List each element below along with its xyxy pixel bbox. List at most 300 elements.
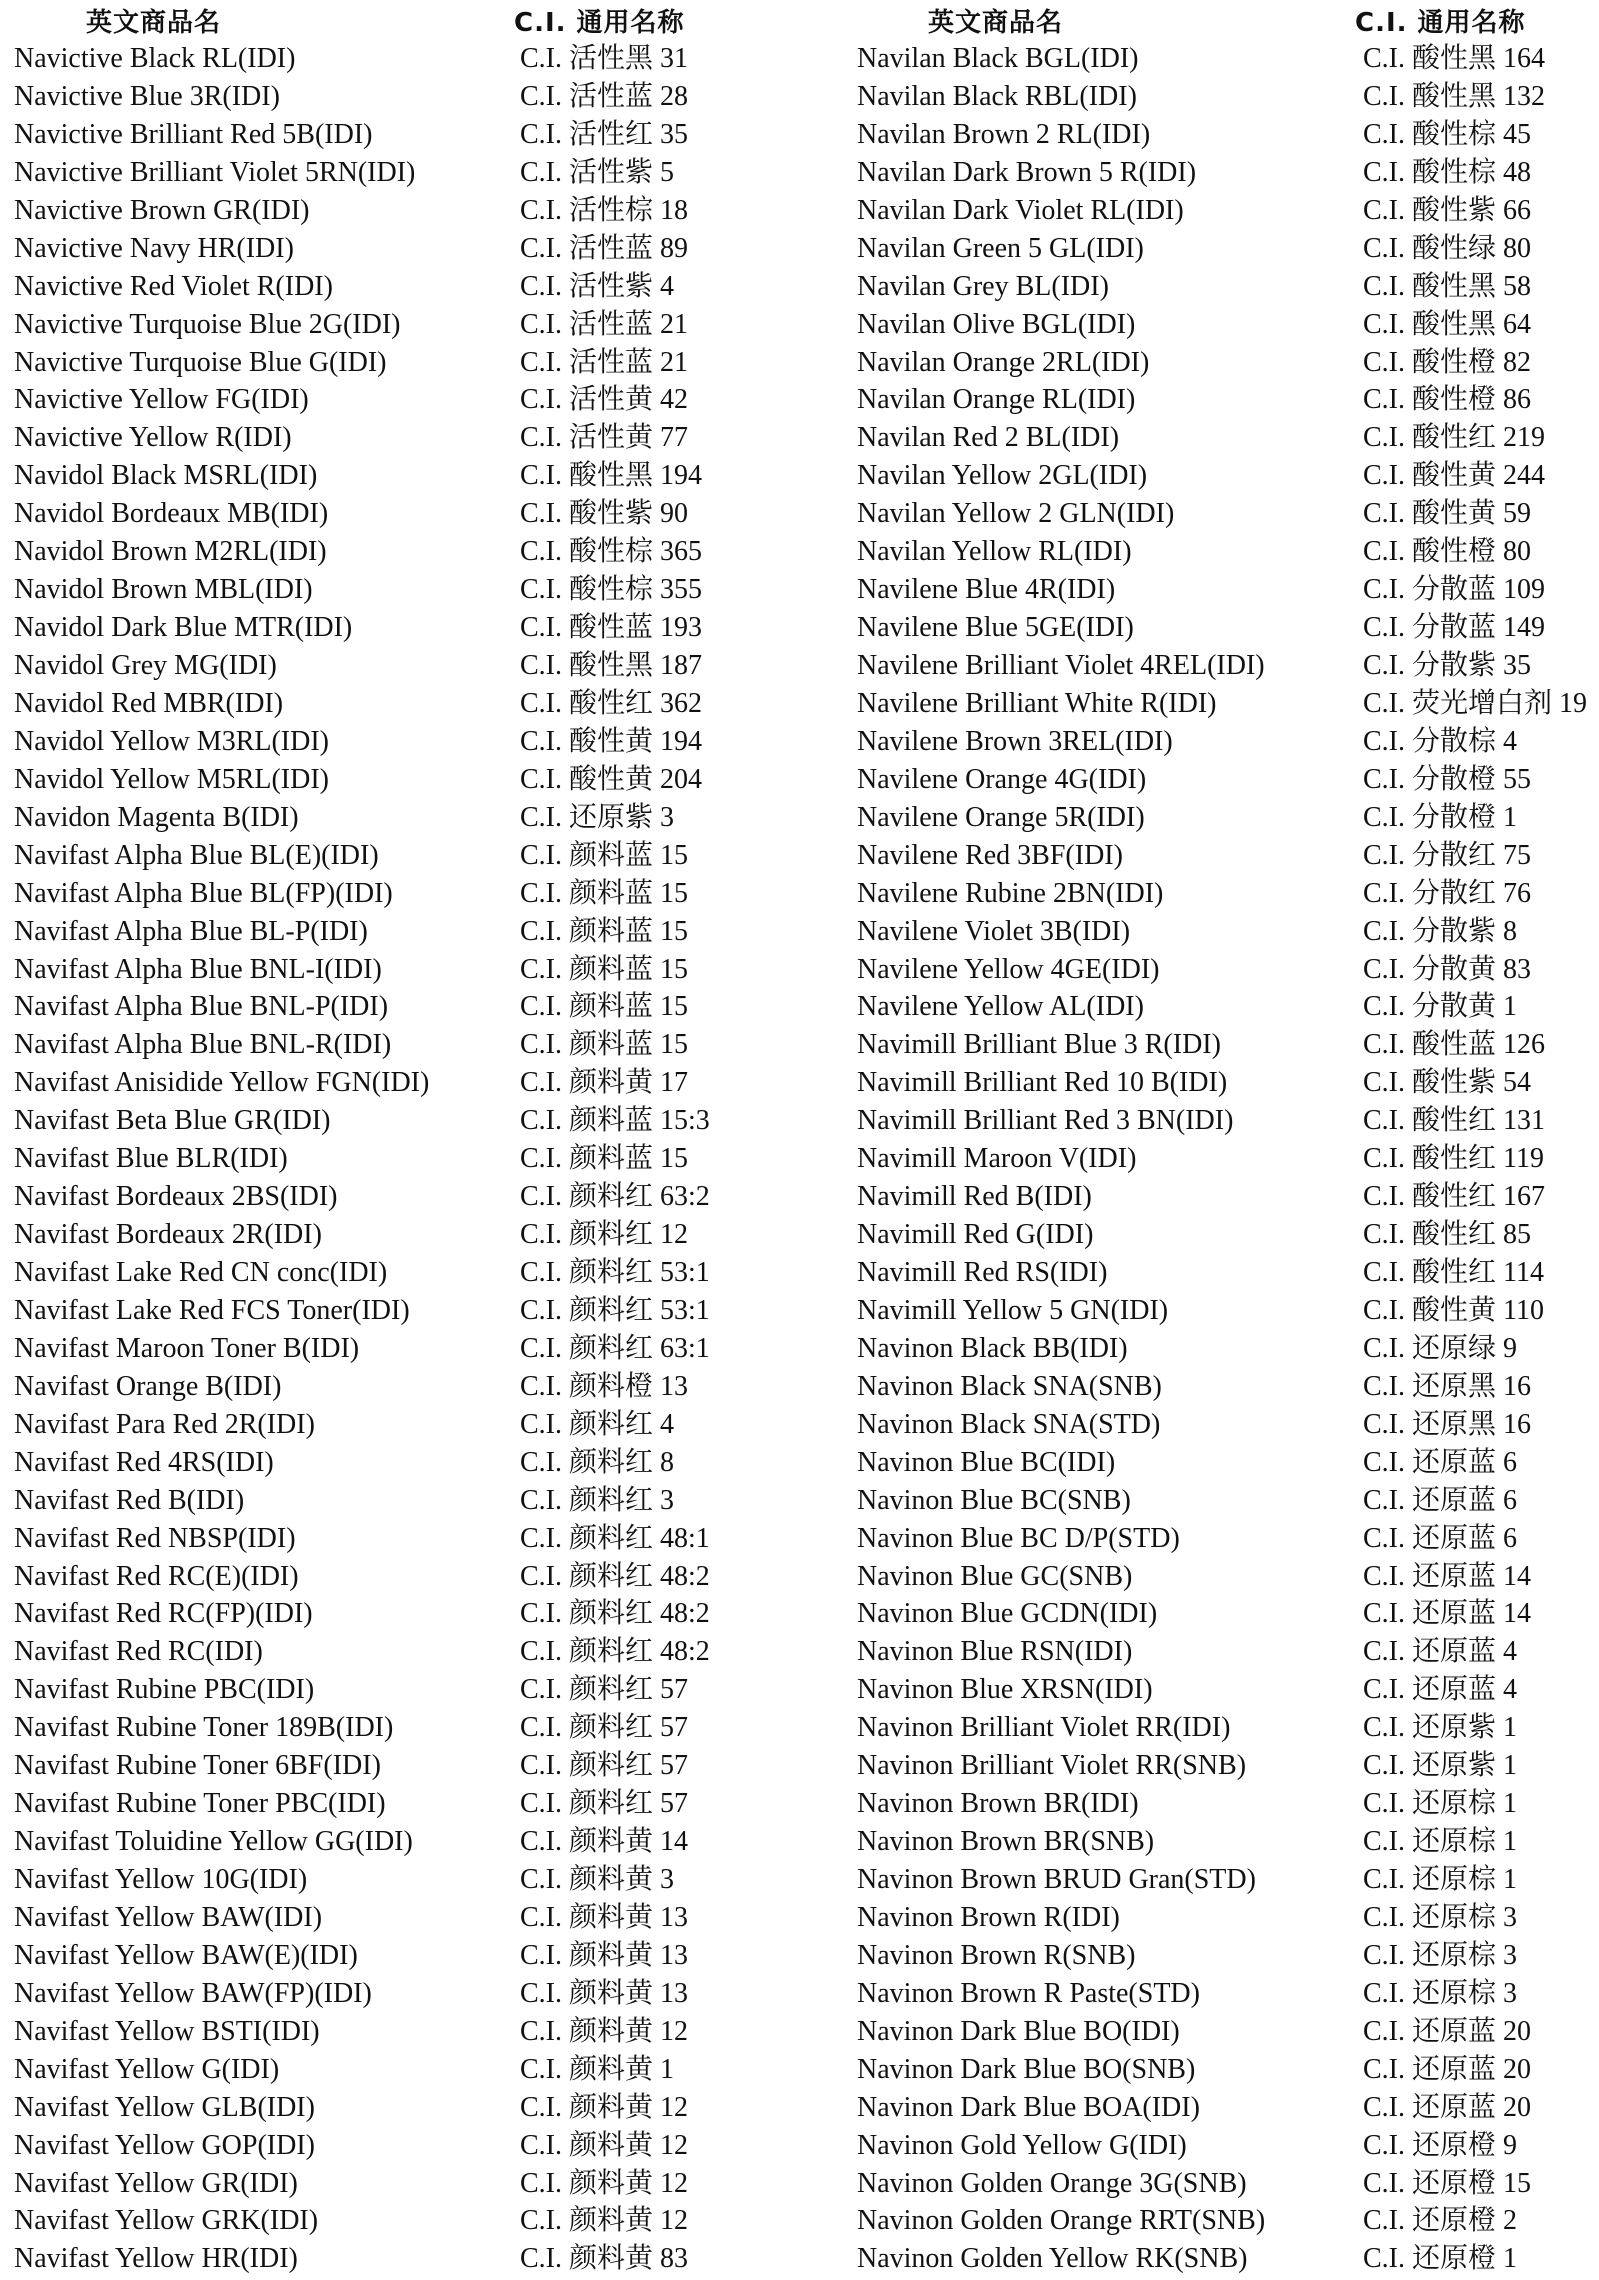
ci-generic-name: C.I. 颜料黄 3 — [520, 1864, 675, 1895]
trade-name: Navimill Maroon V(IDI) — [857, 1143, 1137, 1175]
trade-name: Navinon Gold Yellow G(IDI) — [857, 2129, 1187, 2161]
trade-name: Navinon Blue GC(SNB) — [857, 1560, 1133, 1592]
trade-name: Navilan Grey BL(IDI) — [857, 270, 1109, 302]
ci-generic-name: C.I. 酸性橙 86 — [1363, 384, 1532, 416]
ci-generic-name: C.I. 颜料黄 12 — [520, 2129, 689, 2161]
ci-generic-name: C.I. 颜料黄 12 — [520, 2015, 689, 2047]
table-row — [14, 1633, 834, 1671]
table-row — [855, 723, 1599, 761]
trade-name: Navictive Brilliant Red 5B(IDI) — [14, 118, 373, 150]
trade-name: Navidol Grey MG(IDI) — [14, 650, 277, 681]
table-row — [14, 1747, 834, 1785]
ci-generic-name: C.I. 分散紫 35 — [1363, 650, 1532, 681]
table-row — [14, 2089, 834, 2127]
ci-generic-name: C.I. 分散黄 1 — [1363, 991, 1518, 1023]
trade-name: Navilene Orange 4G(IDI) — [857, 763, 1147, 795]
table-row — [14, 609, 834, 647]
ci-generic-name: C.I. 分散橙 1 — [1363, 801, 1518, 833]
table-row — [14, 1368, 834, 1406]
table-row — [14, 761, 834, 799]
ci-generic-name: C.I. 酸性黄 59 — [1363, 498, 1532, 530]
table-row — [855, 1558, 1599, 1596]
trade-name: Navifast Yellow GOP(IDI) — [14, 2129, 315, 2161]
trade-name: Navilene Yellow 4GE(IDI) — [857, 953, 1160, 985]
table-row — [855, 1595, 1599, 1633]
table-row — [855, 1861, 1599, 1899]
ci-generic-name: C.I. 颜料蓝 15 — [520, 839, 689, 871]
ci-generic-name: C.I. 酸性橙 80 — [1363, 536, 1532, 568]
ci-generic-name: C.I. 分散蓝 149 — [1363, 612, 1546, 644]
trade-name: Navidon Magenta B(IDI) — [14, 801, 299, 833]
table-row — [855, 647, 1599, 685]
trade-name: Navilan Orange RL(IDI) — [857, 384, 1136, 416]
ci-generic-name: C.I. 分散紫 8 — [1363, 915, 1518, 947]
ci-generic-name: C.I. 颜料蓝 15 — [520, 991, 689, 1023]
ci-generic-name: C.I. 颜料橙 13 — [520, 1370, 689, 1402]
table-row — [855, 685, 1599, 723]
left-column-table — [14, 0, 834, 2280]
table-row — [855, 1140, 1599, 1178]
right-header-ci-name: C.I. 通用名称 — [1355, 8, 1526, 38]
left-header-trade-name: 英文商品名 — [86, 8, 222, 38]
table-row — [855, 571, 1599, 609]
trade-name: Navinon Blue GCDN(IDI) — [857, 1598, 1158, 1630]
table-row — [855, 837, 1599, 875]
trade-name: Navinon Brilliant Violet RR(IDI) — [857, 1712, 1231, 1744]
ci-generic-name: C.I. 还原绿 9 — [1363, 1332, 1518, 1364]
ci-generic-name: C.I. 荧光增白剂 19 — [1363, 687, 1588, 719]
ci-generic-name: C.I. 还原黑 16 — [1363, 1408, 1532, 1440]
table-row — [855, 1975, 1599, 2013]
table-row — [14, 1102, 834, 1140]
ci-generic-name: C.I. 活性棕 18 — [520, 194, 689, 226]
table-row — [855, 1747, 1599, 1785]
table-row — [855, 2051, 1599, 2089]
ci-generic-name: C.I. 颜料蓝 15:3 — [520, 1105, 710, 1137]
table-row — [855, 2202, 1599, 2240]
ci-generic-name: C.I. 还原蓝 14 — [1363, 1560, 1532, 1592]
table-row — [855, 609, 1599, 647]
table-row — [14, 533, 834, 571]
trade-name: Navinon Brilliant Violet RR(SNB) — [857, 1750, 1247, 1782]
trade-name: Navifast Rubine Toner 189B(IDI) — [14, 1712, 394, 1744]
trade-name: Navictive Brown GR(IDI) — [14, 194, 310, 226]
table-row — [855, 2089, 1599, 2127]
table-row — [855, 1292, 1599, 1330]
table-row — [855, 1520, 1599, 1558]
trade-name: Navinon Blue BC(IDI) — [857, 1446, 1116, 1478]
ci-generic-name: C.I. 酸性黄 204 — [520, 763, 703, 795]
ci-generic-name: C.I. 酸性黄 244 — [1363, 460, 1546, 492]
trade-name: Navinon Golden Orange 3G(SNB) — [857, 2167, 1247, 2199]
trade-name: Navictive Yellow R(IDI) — [14, 422, 292, 454]
table-row — [855, 268, 1599, 306]
table-row — [855, 419, 1599, 457]
ci-generic-name: C.I. 还原紫 3 — [520, 801, 675, 833]
trade-name: Navifast Red NBSP(IDI) — [14, 1522, 296, 1554]
ci-generic-name: C.I. 还原棕 1 — [1363, 1826, 1518, 1858]
table-row — [14, 1785, 834, 1823]
ci-generic-name: C.I. 颜料红 63:2 — [520, 1181, 710, 1213]
table-row — [855, 1671, 1599, 1709]
table-row — [855, 1330, 1599, 1368]
ci-generic-name: C.I. 酸性棕 365 — [520, 536, 703, 568]
trade-name: Navilan Yellow RL(IDI) — [857, 536, 1132, 568]
ci-generic-name: C.I. 分散蓝 109 — [1363, 574, 1546, 606]
trade-name: Navilan Dark Violet RL(IDI) — [857, 194, 1184, 226]
table-row — [14, 1671, 834, 1709]
ci-generic-name: C.I. 酸性黑 58 — [1363, 270, 1532, 302]
table-row — [855, 2165, 1599, 2203]
trade-name: Navidol Black MSRL(IDI) — [14, 460, 318, 492]
table-row — [855, 344, 1599, 382]
ci-generic-name: C.I. 颜料红 57 — [520, 1750, 689, 1782]
ci-generic-name: C.I. 活性蓝 21 — [520, 308, 689, 340]
trade-name: Navictive Brilliant Violet 5RN(IDI) — [14, 156, 416, 188]
ci-generic-name: C.I. 颜料黄 1 — [520, 2053, 675, 2085]
trade-name: Navidol Dark Blue MTR(IDI) — [14, 612, 353, 644]
ci-generic-name: C.I. 颜料红 57 — [520, 1788, 689, 1820]
ci-generic-name: C.I. 活性黄 42 — [520, 384, 689, 416]
ci-generic-name: C.I. 颜料红 48:2 — [520, 1598, 710, 1630]
table-row — [14, 1595, 834, 1633]
trade-name: Navifast Alpha Blue BL-P(IDI) — [14, 915, 368, 947]
ci-generic-name: C.I. 活性紫 5 — [520, 156, 675, 188]
trade-name: Navifast Rubine PBC(IDI) — [14, 1674, 315, 1706]
table-row — [855, 78, 1599, 116]
table-row — [14, 837, 834, 875]
table-row — [14, 2051, 834, 2089]
ci-generic-name: C.I. 酸性黑 64 — [1363, 308, 1532, 340]
table-row — [14, 571, 834, 609]
ci-generic-name: C.I. 酸性棕 48 — [1363, 156, 1532, 188]
trade-name: Navidol Yellow M5RL(IDI) — [14, 763, 329, 795]
trade-name: Navifast Alpha Blue BL(FP)(IDI) — [14, 877, 393, 909]
trade-name: Navidol Red MBR(IDI) — [14, 687, 284, 719]
table-row — [855, 230, 1599, 268]
trade-name: Navifast Yellow GLB(IDI) — [14, 2091, 315, 2123]
table-row — [14, 1330, 834, 1368]
trade-name: Navifast Toluidine Yellow GG(IDI) — [14, 1826, 413, 1858]
ci-generic-name: C.I. 还原蓝 6 — [1363, 1522, 1518, 1554]
trade-name: Navidol Brown MBL(IDI) — [14, 574, 313, 606]
ci-generic-name: C.I. 还原紫 1 — [1363, 1712, 1518, 1744]
table-row — [855, 988, 1599, 1026]
ci-generic-name: C.I. 酸性蓝 193 — [520, 612, 703, 644]
ci-generic-name: C.I. 颜料红 8 — [520, 1446, 675, 1478]
trade-name: Navimill Brilliant Red 10 B(IDI) — [857, 1067, 1228, 1099]
trade-name: Navinon Brown R Paste(STD) — [857, 1977, 1200, 2009]
trade-name: Navictive Blue 3R(IDI) — [14, 80, 280, 112]
table-row — [14, 1937, 834, 1975]
ci-generic-name: C.I. 还原蓝 6 — [1363, 1484, 1518, 1516]
trade-name: Navifast Yellow GRK(IDI) — [14, 2205, 319, 2237]
table-row — [855, 1406, 1599, 1444]
ci-generic-name: C.I. 还原蓝 6 — [1363, 1446, 1518, 1478]
table-row — [14, 1482, 834, 1520]
table-row — [855, 1216, 1599, 1254]
trade-name: Navifast Yellow BAW(IDI) — [14, 1901, 323, 1933]
trade-name: Navilene Violet 3B(IDI) — [857, 915, 1131, 947]
table-row — [855, 1178, 1599, 1216]
trade-name: Navimill Red G(IDI) — [857, 1219, 1094, 1251]
ci-generic-name: C.I. 还原橙 15 — [1363, 2167, 1532, 2199]
trade-name: Navilan Dark Brown 5 R(IDI) — [857, 156, 1197, 188]
ci-generic-name: C.I. 颜料蓝 15 — [520, 877, 689, 909]
ci-generic-name: C.I. 颜料黄 13 — [520, 1977, 689, 2009]
ci-generic-name: C.I. 还原紫 1 — [1363, 1750, 1518, 1782]
trade-name: Navilene Rubine 2BN(IDI) — [857, 877, 1164, 909]
table-row — [14, 913, 834, 951]
table-row — [14, 78, 834, 116]
ci-generic-name: C.I. 酸性黑 194 — [520, 460, 703, 492]
table-row — [14, 1899, 834, 1937]
trade-name: Navilene Brilliant Violet 4REL(IDI) — [857, 650, 1265, 681]
trade-name: Navictive Black RL(IDI) — [14, 43, 296, 74]
ci-generic-name: C.I. 酸性紫 90 — [520, 498, 689, 530]
ci-generic-name: C.I. 还原黑 16 — [1363, 1370, 1532, 1402]
ci-generic-name: C.I. 活性紫 4 — [520, 270, 675, 302]
ci-generic-name: C.I. 还原橙 1 — [1363, 2243, 1518, 2275]
trade-name: Navidol Brown M2RL(IDI) — [14, 536, 327, 568]
table-row — [14, 1216, 834, 1254]
trade-name: Navifast Yellow HR(IDI) — [14, 2243, 298, 2275]
trade-name: Navifast Red RC(FP)(IDI) — [14, 1598, 313, 1630]
trade-name: Navinon Brown R(SNB) — [857, 1939, 1136, 1971]
table-row — [14, 2240, 834, 2278]
right-column-table — [855, 0, 1599, 2280]
right-header-trade-name: 英文商品名 — [928, 8, 1064, 38]
table-row — [14, 1292, 834, 1330]
table-row — [14, 381, 834, 419]
table-row — [855, 457, 1599, 495]
table-row — [14, 1520, 834, 1558]
ci-generic-name: C.I. 活性蓝 89 — [520, 232, 689, 264]
ci-generic-name: C.I. 颜料黄 13 — [520, 1901, 689, 1933]
trade-name: Navimill Brilliant Blue 3 R(IDI) — [857, 1029, 1221, 1061]
trade-name: Navifast Yellow BAW(FP)(IDI) — [14, 1977, 372, 2009]
table-row — [14, 2013, 834, 2051]
trade-name: Navifast Blue BLR(IDI) — [14, 1143, 288, 1175]
table-row — [855, 1709, 1599, 1747]
trade-name: Navifast Orange B(IDI) — [14, 1370, 282, 1402]
trade-name: Navinon Brown BRUD Gran(STD) — [857, 1864, 1256, 1895]
ci-generic-name: C.I. 酸性红 362 — [520, 687, 703, 719]
trade-name: Navifast Yellow G(IDI) — [14, 2053, 280, 2085]
table-row — [14, 647, 834, 685]
trade-name: Navifast Red RC(E)(IDI) — [14, 1560, 299, 1592]
ci-generic-name: C.I. 颜料红 57 — [520, 1712, 689, 1744]
table-row — [14, 1823, 834, 1861]
ci-generic-name: C.I. 还原棕 3 — [1363, 1939, 1518, 1971]
trade-name: Navifast Yellow GR(IDI) — [14, 2167, 298, 2199]
ci-generic-name: C.I. 颜料红 48:2 — [520, 1560, 710, 1592]
trade-name: Navifast Yellow BSTI(IDI) — [14, 2015, 320, 2047]
table-row — [14, 268, 834, 306]
trade-name: Navilene Blue 5GE(IDI) — [857, 612, 1134, 644]
ci-generic-name: C.I. 颜料黄 17 — [520, 1067, 689, 1099]
table-row — [14, 723, 834, 761]
ci-generic-name: C.I. 分散橙 55 — [1363, 763, 1532, 795]
table-row — [855, 875, 1599, 913]
table-row — [855, 306, 1599, 344]
left-header-ci-name: C.I. 通用名称 — [514, 8, 685, 38]
ci-generic-name: C.I. 颜料红 48:2 — [520, 1636, 710, 1668]
trade-name: Navictive Turquoise Blue G(IDI) — [14, 346, 387, 378]
ci-generic-name: C.I. 还原棕 3 — [1363, 1977, 1518, 2009]
ci-generic-name: C.I. 酸性红 167 — [1363, 1181, 1546, 1213]
ci-generic-name: C.I. 颜料红 12 — [520, 1219, 689, 1251]
table-row — [14, 951, 834, 989]
trade-name: Navifast Rubine Toner PBC(IDI) — [14, 1788, 386, 1820]
table-row — [855, 116, 1599, 154]
ci-generic-name: C.I. 分散红 75 — [1363, 839, 1532, 871]
table-row — [14, 306, 834, 344]
table-row — [855, 40, 1599, 78]
ci-generic-name: C.I. 酸性红 131 — [1363, 1105, 1546, 1137]
ci-generic-name: C.I. 酸性棕 355 — [520, 574, 703, 606]
ci-generic-name: C.I. 还原蓝 20 — [1363, 2053, 1532, 2085]
ci-generic-name: C.I. 颜料黄 13 — [520, 1939, 689, 1971]
trade-name: Navilan Yellow 2 GLN(IDI) — [857, 498, 1175, 530]
trade-name: Navinon Dark Blue BO(SNB) — [857, 2053, 1196, 2085]
ci-generic-name: C.I. 分散棕 4 — [1363, 725, 1518, 757]
ci-generic-name: C.I. 颜料黄 14 — [520, 1826, 689, 1858]
ci-generic-name: C.I. 还原蓝 4 — [1363, 1674, 1518, 1706]
trade-name: Navilene Red 3BF(IDI) — [857, 839, 1123, 871]
table-row — [14, 1178, 834, 1216]
table-row — [14, 1064, 834, 1102]
table-row — [14, 154, 834, 192]
trade-name: Navifast Bordeaux 2R(IDI) — [14, 1219, 322, 1251]
ci-generic-name: C.I. 酸性红 114 — [1363, 1257, 1544, 1288]
trade-name: Navinon Black BB(IDI) — [857, 1332, 1128, 1364]
ci-generic-name: C.I. 颜料蓝 15 — [520, 1143, 689, 1175]
trade-name: Navilan Red 2 BL(IDI) — [857, 422, 1120, 454]
ci-generic-name: C.I. 酸性棕 45 — [1363, 118, 1532, 150]
trade-name: Navilene Brown 3REL(IDI) — [857, 725, 1173, 757]
table-row — [14, 799, 834, 837]
ci-generic-name: C.I. 酸性黑 132 — [1363, 80, 1546, 112]
ci-generic-name: C.I. 还原蓝 14 — [1363, 1598, 1532, 1630]
trade-name: Navifast Alpha Blue BL(E)(IDI) — [14, 839, 379, 871]
trade-name: Navilan Yellow 2GL(IDI) — [857, 460, 1148, 492]
trade-name: Navinon Dark Blue BOA(IDI) — [857, 2091, 1200, 2123]
ci-generic-name: C.I. 分散红 76 — [1363, 877, 1532, 909]
trade-name: Navifast Alpha Blue BNL-I(IDI) — [14, 953, 382, 985]
trade-name: Navifast Yellow 10G(IDI) — [14, 1864, 308, 1895]
table-row — [14, 192, 834, 230]
ci-generic-name: C.I. 酸性橙 82 — [1363, 346, 1532, 378]
left-rows — [14, 40, 834, 2278]
table-row — [14, 230, 834, 268]
trade-name: Navilan Olive BGL(IDI) — [857, 308, 1136, 340]
ci-generic-name: C.I. 还原橙 2 — [1363, 2205, 1518, 2237]
table-row — [855, 2127, 1599, 2165]
table-row — [14, 1026, 834, 1064]
trade-name: Navilan Green 5 GL(IDI) — [857, 232, 1144, 264]
trade-name: Navinon Blue RSN(IDI) — [857, 1636, 1133, 1668]
table-row — [855, 1064, 1599, 1102]
trade-name: Navilan Black BGL(IDI) — [857, 43, 1139, 74]
table-row — [14, 40, 834, 78]
table-row — [14, 988, 834, 1026]
table-row — [14, 1709, 834, 1747]
trade-name: Navifast Bordeaux 2BS(IDI) — [14, 1181, 338, 1213]
table-row — [855, 1482, 1599, 1520]
trade-name: Navifast Maroon Toner B(IDI) — [14, 1332, 360, 1364]
trade-name: Navilene Blue 4R(IDI) — [857, 574, 1116, 606]
trade-name: Navifast Yellow BAW(E)(IDI) — [14, 1939, 358, 1971]
ci-generic-name: C.I. 颜料红 63:1 — [520, 1332, 710, 1364]
trade-name: Navictive Yellow FG(IDI) — [14, 384, 309, 416]
trade-name: Navifast Alpha Blue BNL-P(IDI) — [14, 991, 389, 1023]
ci-generic-name: C.I. 酸性紫 54 — [1363, 1067, 1532, 1099]
trade-name: Navilan Black RBL(IDI) — [857, 80, 1137, 112]
trade-name: Navinon Brown R(IDI) — [857, 1901, 1120, 1933]
table-row — [855, 533, 1599, 571]
trade-name: Navifast Anisidide Yellow FGN(IDI) — [14, 1067, 430, 1099]
table-row — [14, 1975, 834, 2013]
ci-generic-name: C.I. 颜料蓝 15 — [520, 1029, 689, 1061]
trade-name: Navifast Rubine Toner 6BF(IDI) — [14, 1750, 381, 1782]
ci-generic-name: C.I. 活性蓝 21 — [520, 346, 689, 378]
ci-generic-name: C.I. 颜料红 3 — [520, 1484, 675, 1516]
ci-generic-name: C.I. 活性蓝 28 — [520, 80, 689, 112]
table-row — [855, 799, 1599, 837]
table-row — [855, 1102, 1599, 1140]
trade-name: Navinon Blue XRSN(IDI) — [857, 1674, 1153, 1706]
table-row — [855, 1823, 1599, 1861]
trade-name: Navimill Yellow 5 GN(IDI) — [857, 1294, 1169, 1326]
trade-name: Navinon Brown BR(SNB) — [857, 1826, 1155, 1858]
ci-generic-name: C.I. 酸性绿 80 — [1363, 232, 1532, 264]
table-row — [855, 192, 1599, 230]
table-row — [14, 875, 834, 913]
table-row — [855, 1899, 1599, 1937]
ci-generic-name: C.I. 酸性红 119 — [1363, 1143, 1544, 1175]
trade-name: Navinon Golden Yellow RK(SNB) — [857, 2243, 1248, 2275]
trade-name: Navinon Dark Blue BO(IDI) — [857, 2015, 1180, 2047]
trade-name: Navifast Para Red 2R(IDI) — [14, 1408, 315, 1440]
ci-generic-name: C.I. 颜料蓝 15 — [520, 953, 689, 985]
trade-name: Navimill Brilliant Red 3 BN(IDI) — [857, 1105, 1234, 1137]
trade-name: Navifast Alpha Blue BNL-R(IDI) — [14, 1029, 392, 1061]
ci-generic-name: C.I. 还原棕 1 — [1363, 1788, 1518, 1820]
trade-name: Navilan Orange 2RL(IDI) — [857, 346, 1150, 378]
ci-generic-name: C.I. 颜料黄 83 — [520, 2243, 689, 2275]
trade-name: Navidol Bordeaux MB(IDI) — [14, 498, 329, 530]
ci-generic-name: C.I. 颜料黄 12 — [520, 2091, 689, 2123]
trade-name: Navifast Beta Blue GR(IDI) — [14, 1105, 331, 1137]
ci-generic-name: C.I. 酸性黑 187 — [520, 650, 703, 681]
trade-name: Navinon Brown BR(IDI) — [857, 1788, 1139, 1820]
table-row — [855, 154, 1599, 192]
ci-generic-name: C.I. 还原棕 3 — [1363, 1901, 1518, 1933]
trade-name: Navilan Brown 2 RL(IDI) — [857, 118, 1151, 150]
table-row — [14, 457, 834, 495]
ci-generic-name: C.I. 还原蓝 4 — [1363, 1636, 1518, 1668]
ci-generic-name: C.I. 还原蓝 20 — [1363, 2091, 1532, 2123]
ci-generic-name: C.I. 颜料红 4 — [520, 1408, 675, 1440]
ci-generic-name: C.I. 颜料红 53:1 — [520, 1257, 710, 1288]
table-row — [855, 1368, 1599, 1406]
ci-generic-name: C.I. 颜料红 48:1 — [520, 1522, 710, 1554]
trade-name: Navictive Navy HR(IDI) — [14, 232, 294, 264]
trade-name: Navilene Orange 5R(IDI) — [857, 801, 1145, 833]
trade-name: Navinon Black SNA(SNB) — [857, 1370, 1162, 1402]
trade-name: Navifast Red RC(IDI) — [14, 1636, 263, 1668]
